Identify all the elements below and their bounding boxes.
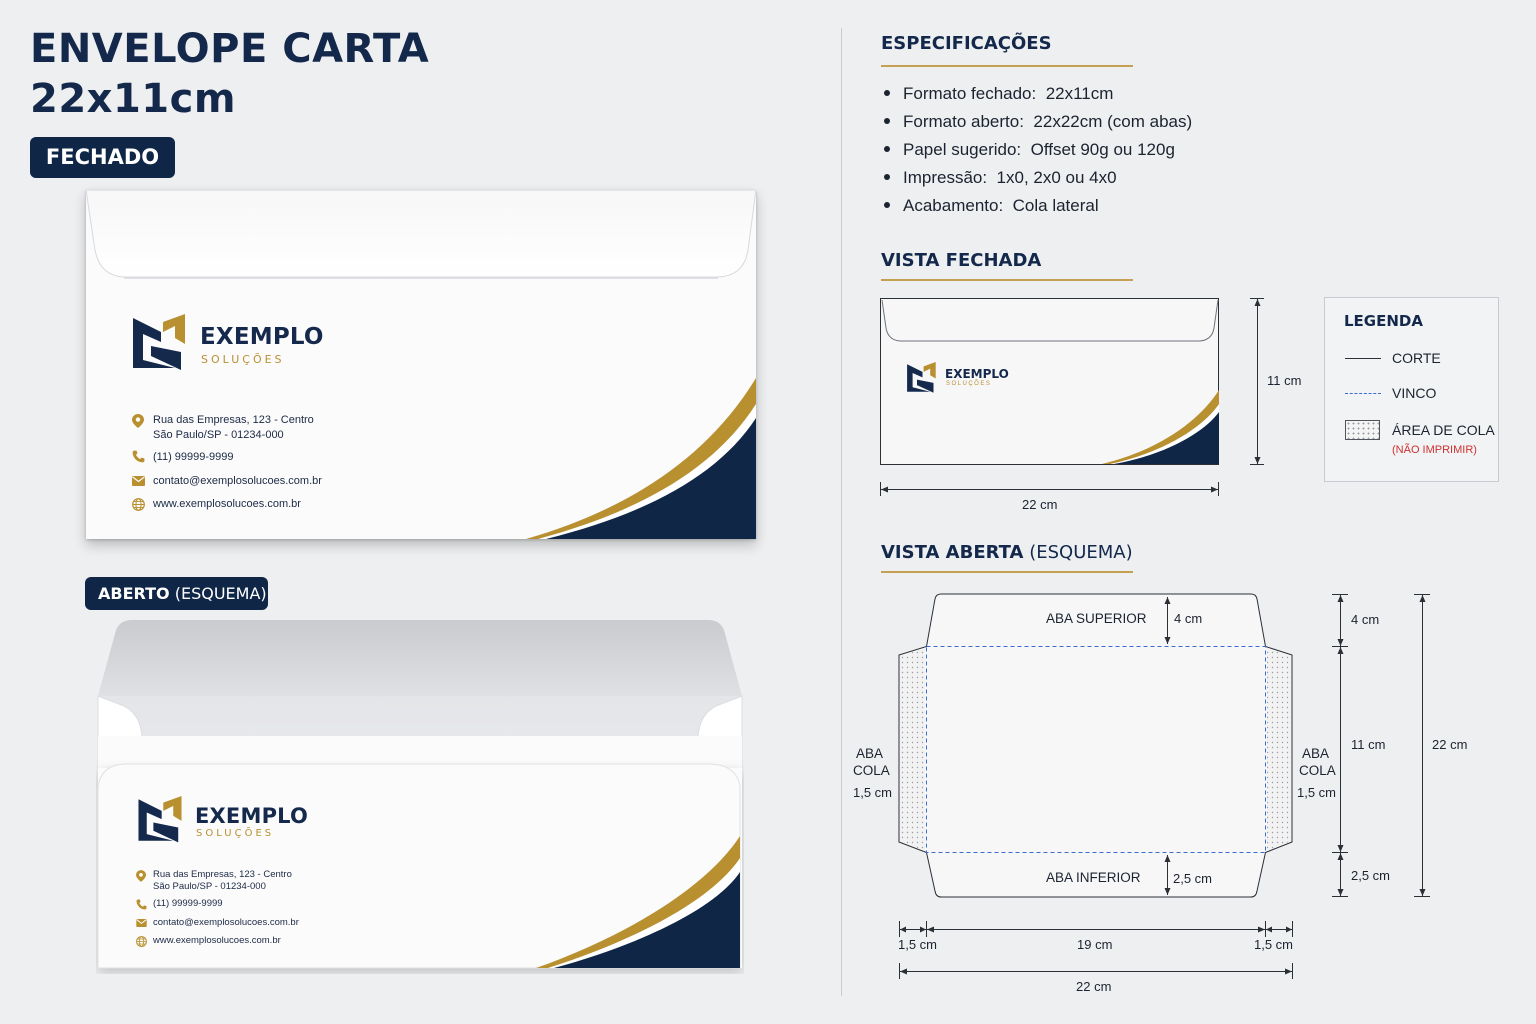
globe-icon [132,498,145,511]
legend-box [1324,297,1499,482]
glue-flap-right-label-2: COLA [1299,763,1336,778]
glue-area-right [1267,648,1291,851]
spec-item: Acabamento: Cola lateral [881,192,1192,220]
open-badge-bold: ABERTO [98,584,170,603]
closed-width-label: 22 cm [1022,497,1058,512]
email-text: contato@exemplosolucoes.com.br [153,475,322,487]
closed-flap [86,190,756,277]
closed-view-diagram [870,290,1290,512]
bottom-flap-dim: 2,5 cm [1173,871,1213,886]
glue-flap-left-dim: 1,5 cm [853,785,893,800]
open-top-flap [98,620,742,696]
phone-text-open: (11) 99999-9999 [153,898,223,909]
specs-list [881,80,1192,220]
phone-icon [132,450,145,463]
legend-cut-label: CORTE [1392,350,1441,366]
website-text: www.exemplosolucoes.com.br [153,498,301,510]
open-badge [85,577,268,610]
closed-envelope-mockup [86,190,756,539]
phone-icon-small [136,899,147,910]
email-icon [132,476,145,486]
closed-view-title: VISTA FECHADA [881,250,1042,271]
brand-logo-icon [131,314,187,372]
closed-height-label: 11 cm [1267,373,1302,388]
closed-view-brand-name: EXEMPLO [945,367,1009,381]
die-cut-outline [899,594,1292,897]
legend-title: LEGENDA [1344,312,1423,330]
closed-view-rule [881,279,1133,281]
address-line-1-open: Rua das Empresas, 123 - Centro [153,869,292,880]
glue-flap-left-label-2: COLA [853,763,890,778]
glue-area-left [900,648,925,851]
closed-badge: FECHADO [30,137,175,178]
glue-flap-left-label-1: ABA [856,746,884,761]
email-icon-small [136,919,147,927]
page-title-line-2: 22x11cm [30,76,237,122]
legend-glue-note: (NÃO IMPRIMIR) [1392,444,1477,456]
brand-name-open: EXEMPLO [195,804,309,828]
brand-tagline: SOLUÇÕES [201,353,285,366]
open-view-diagram [880,585,1470,995]
spec-item: Impressão: 1x0, 2x0 ou 4x0 [881,164,1192,192]
legend-crease-label: VINCO [1392,385,1437,401]
address-line-1: Rua das Empresas, 123 - Centro [153,414,314,426]
address-line-2: São Paulo/SP - 01234-000 [153,429,284,441]
specs-title-rule [881,65,1133,67]
glue-flap-right-dim: 1,5 cm [1297,785,1337,800]
bottom-dim-left-label: 1,5 cm [898,937,938,952]
globe-icon-small [136,936,147,947]
bottom-flap-label: ABA INFERIOR [1046,870,1141,885]
specs-title: ESPECIFICAÇÕES [881,33,1052,54]
closed-view-brand-tagline: SOLUÇÕES [946,381,992,387]
right-dim-total-label: 22 cm [1432,737,1468,752]
spec-item: Papel sugerido: Offset 90g ou 120g [881,136,1192,164]
right-dim-bottom-label: 2,5 cm [1351,868,1391,883]
brand-name: EXEMPLO [200,324,324,350]
phone-text: (11) 99999-9999 [153,451,234,463]
brand-logo-icon-small [136,796,184,844]
website-text-open: www.exemplosolucoes.com.br [153,935,281,946]
bottom-dim-total-label: 22 cm [1076,979,1112,994]
brand-tagline-open: SOLUÇÕES [196,828,275,839]
spec-item: Formato aberto: 22x22cm (com abas) [881,108,1192,136]
glue-area-swatch [1345,420,1380,440]
bottom-dim-right-label: 1,5 cm [1254,937,1294,952]
open-envelope-mockup [96,618,744,974]
cut-line-swatch [1345,358,1381,359]
top-flap-dim: 4 cm [1174,611,1203,626]
column-divider [841,28,842,996]
location-pin-icon [132,414,144,428]
right-dim-mid-label: 11 cm [1351,737,1386,752]
crease-line-swatch [1345,393,1381,394]
open-badge-light: (ESQUEMA) [169,584,267,603]
address-line-2-open: São Paulo/SP - 01234-000 [153,881,266,892]
spec-item: Formato fechado: 22x11cm [881,80,1192,108]
glue-flap-right-label-1: ABA [1302,746,1330,761]
location-pin-icon-small [136,870,146,882]
bottom-dim-mid-label: 19 cm [1077,937,1113,952]
top-flap-label: ABA SUPERIOR [1046,611,1147,626]
open-view-title: VISTA ABERTA (ESQUEMA) [881,542,1133,563]
right-dim-top-label: 4 cm [1351,612,1380,627]
legend-glue-label: ÁREA DE COLA [1392,422,1495,438]
page-title-line-1: ENVELOPE CARTA [30,26,430,72]
open-view-rule [881,571,1133,573]
email-text-open: contato@exemplosolucoes.com.br [153,917,299,928]
